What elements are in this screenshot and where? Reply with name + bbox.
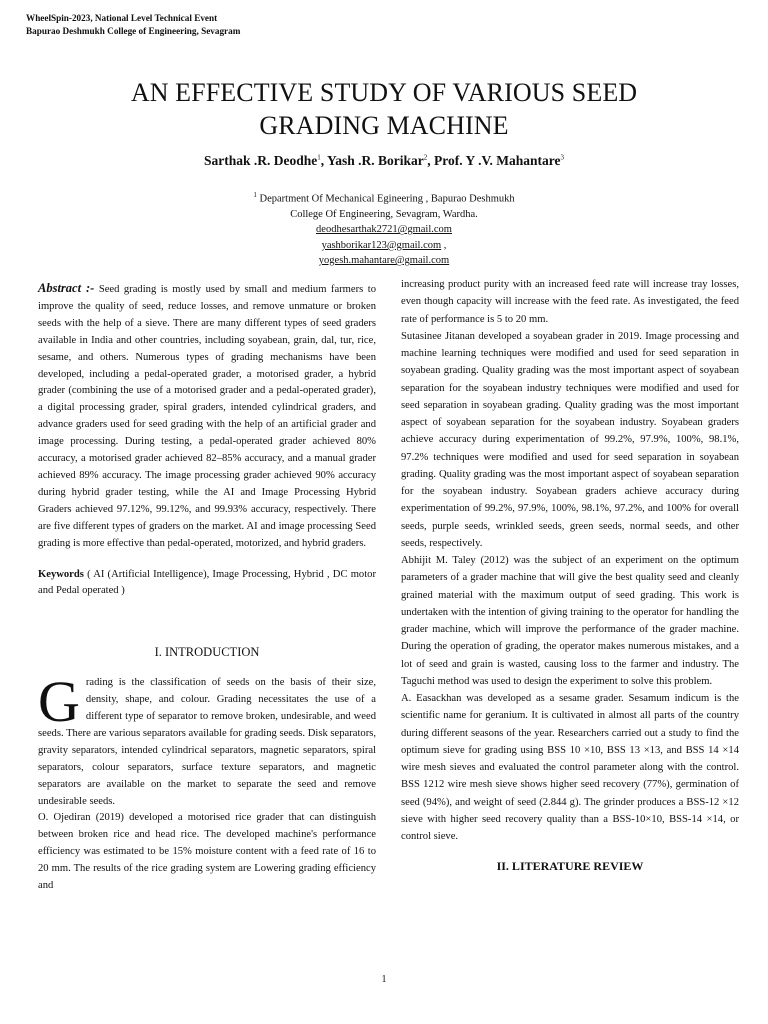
email-2-suffix: , <box>441 239 447 251</box>
intro-paragraph-1 <box>38 669 376 810</box>
intro-paragraph-2: O. Ojediran (2019) developed a motorised rice grader that can distinguish between broken rice and head rice. The developed machine's performance efficiency was estimated to be 15% moisture content with a feed rate of 16 to 20 mm. The results of the rice grading system are Lowering grading efficiency and <box>38 812 376 892</box>
author-list <box>40 153 728 169</box>
abstract-paragraph <box>38 280 376 553</box>
abstract-text: Seed grading is mostly used by small and medium farmers to improve the quality of seed, reduce losses, and remove unmature or broken seeds with the help of a sieve. There are many different types of seed graders available in India and other countries, including soyabean, grain, dal, tur, rice, sesame, and others. Numerous types of grading mechanisms have been developed, including a pedal-operated grader, a motorised grader, a hybrid grader (combining the use of a motorised grader and a pedal-operated grader), a digital processing grader, spiral graders, intended cylindrical graders, and advance graders used for seed grading with the help of an artificial grader and image processing. During testing, a pedal-operated grader achieved 80% accuracy, a motorised grader achieved 82–85% accuracy, and a manual grader achieved 89% accuracy. The image processing grader achieved 90% accuracy during hybrid grader testing, while the AI and Image Processing Hybrid Graders achieved 97.12%, 99.12%, and 99.93% accuracy, respectively. There are five different types of graders on the market. AI and image processing Seed grading is more effective than pedal-operated, motorized, and hybrid graders. <box>38 284 376 549</box>
keywords-paragraph <box>38 567 376 601</box>
right-paragraph-4: A. Easackhan was developed as a sesame grader. Sesamum indicum is the scientific name for geranium. It is cultivated in almost all parts of the country during different seasons of the year. Researchers carried out a study to find the optimum sieve for grading using BSS 10 ×10, BSS 13 ×13, and BSS 14 ×14 wire mesh sieves and evaluated the control parameter along with the control. BSS 1212 wire mesh sieve shows higher seed recovery (77%), germination of seed (94%), and weight of seed (2.844 g). The grinder produces a BSS-12 ×12 sieve with higher seed recovery quality than a BSS-10×10, BSS-14 ×14, or control sieve. <box>401 693 739 842</box>
email-line-2 <box>160 238 608 253</box>
right-paragraph-1: increasing product purity with an increased feed rate will increase tray losses, even though capacity will increase with the feed rate. As investigated, the feed rate of performance is 5 to 20 mm. <box>401 279 739 325</box>
header-college: Bapurao Deshmukh College of Engineering, Sevagram <box>26 26 241 36</box>
page-number: 1 <box>381 974 387 985</box>
email-link-2[interactable]: yashborikar123@gmail.com <box>321 239 442 251</box>
author-3-affil: 3 <box>560 153 565 162</box>
affiliation-block <box>160 188 608 269</box>
author-1: Sarthak .R. Deodhe <box>203 153 318 168</box>
running-header <box>26 12 240 38</box>
author-separator: , <box>320 153 327 168</box>
title-line-2: GRADING MACHINE <box>259 111 509 140</box>
intro-text-1: rading is the classification of seeds on the basis of their size, density, shape, and colour. Grading necessitates the use of a different type of separator to remove broken, undesirable, and weed seeds. There are various separators available for grading seeds. Disk separators, gravity separators, intended cylindrical separators, magnetic separators, spiral separators, colour separators, surface texture separators, and magnetic separators are available on the market to separate the seed and remove undesirable seeds. <box>38 677 376 807</box>
drop-cap-letter: G <box>38 669 80 735</box>
section-heading-introduction: I. INTRODUCTION <box>154 645 260 660</box>
section-heading-literature-review: II. LITERATURE REVIEW <box>496 859 644 874</box>
right-paragraph-2: Sutasinee Jitanan developed a soyabean grader in 2019. Image processing and machine learning techniques were modified and used for seed separation in soyabean grading. Quality grading was the most important aspect of soyabean separation for the soyabean industry techniques were modified and used for seed separation in soyabean grading. Quality grading was the most important aspect of soyabean separation for the soyabean industry. Soyabean graders achieve accuracy during experimentation of 99.2%, 97.9%, 100%, 98.1%, 97.2% techniques were modified and used for seed separation in soyabean grading. Quality grading was the most important aspect of soyabean separation for the soyabean industry. Soyabean graders achieve accuracy during experimentation of 99.2%, 97.9%, 100%, 98.1%, 97.2%, and 100% for overall seeds, purple seeds, wrinkled seeds, green seeds, normal seeds, and other seeds, respectively. <box>401 330 739 549</box>
paper-title <box>40 76 728 142</box>
affiliation-line-1 <box>160 188 608 207</box>
affiliation-line-2: College Of Engineering, Sevagram, Wardha. <box>290 208 478 220</box>
author-3: Prof. Y .V. Mahantare <box>434 153 561 168</box>
email-link-3[interactable]: yogesh.mahantare@gmail.com <box>318 255 450 267</box>
affiliation-marker: 1 <box>253 191 257 199</box>
keywords-text: ( AI (Artificial Intelligence), Image Processing, Hybrid , DC motor and Pedal operated ) <box>38 568 376 597</box>
author-2-affil: 2 <box>423 153 428 162</box>
author-separator: , <box>427 153 435 168</box>
email-link-1[interactable]: deodhesarthak2721@gmail.com <box>316 224 452 236</box>
right-paragraph-3: Abhijit M. Taley (2012) was the subject of an experiment on the optimum parameters of a grader machine that will give the best quality seed and cleanly grained material with the maximum output of seed grading. This work is undertaken with the intention of giving training to the operator for handling the grader machine, which will improve the performance of the grader machine. During the operation of grading, the operator makes numerous mistakes, and a lot of seed and grain is wasted, causing loss to the farmer and industry. The Taguchi method was used to design the experiment to solve this problem. <box>401 555 739 687</box>
author-2: Yash .R. Borikar <box>327 153 424 168</box>
header-event: WheelSpin-2023, National Level Technical Event <box>26 13 218 23</box>
author-1-affil: 1 <box>317 153 321 162</box>
keywords-label: Keywords <box>38 568 84 580</box>
title-line-1: AN EFFECTIVE STUDY OF VARIOUS SEED <box>130 78 638 107</box>
abstract-label: Abstract :- <box>38 281 95 295</box>
affiliation-dept: Department Of Mechanical Egineering , Bapurao Deshmukh <box>256 193 515 205</box>
left-column <box>38 280 376 895</box>
right-column <box>401 276 739 876</box>
